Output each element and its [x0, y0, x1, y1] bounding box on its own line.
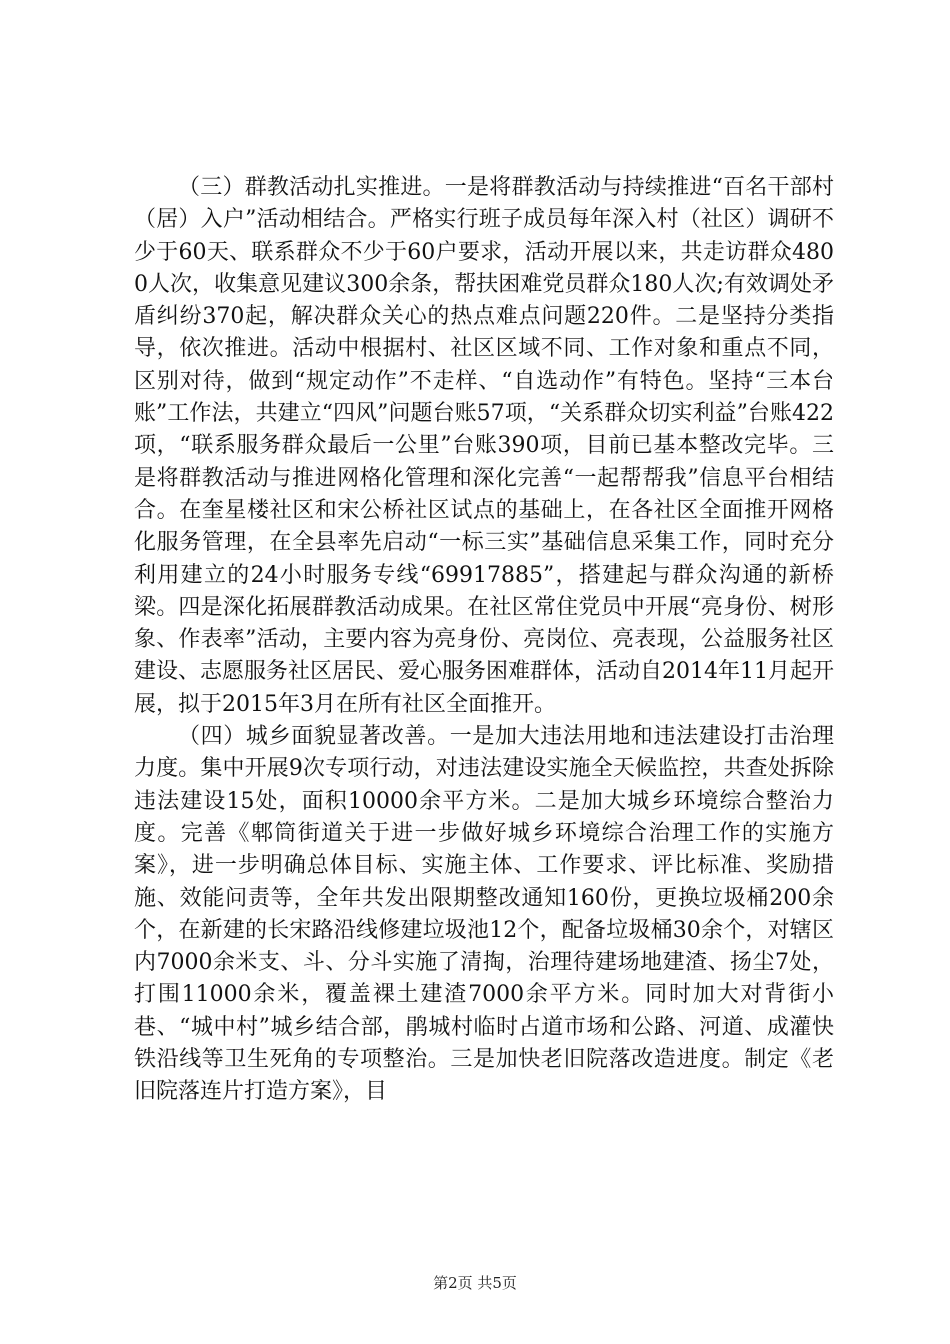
document-body: [134, 172, 834, 1109]
page-footer: 第2页 共5页: [433, 1274, 517, 1292]
paragraph-section-3: （三）群教活动扎实推进。一是将群教活动与持续推进“百名干部村（居）入户”活动相结合。严格实行班子成员每年深入村（社区）调研不少于60天、联系群众不少于60户要求，活动开展以来，共走访群众4800人次，收集意见建议300余条，帮扶困难党员群众180人次;有效调处矛盾纠纷370起，解决群众关心的热点难点问题220件。二是坚持分类指导，依次推进。活动中根据村、社区区域不同、工作对象和重点不同，区别对待，做到“规定动作”不走样、“自选动作”有特色。坚持“三本台账”工作法，共建立“四风”问题台账57项，“关系群众切实利益”台账422项，“联系服务群众最后一公里”台账390项，目前已基本整改完毕。三是将群教活动与推进网格化管理和深化完善“一起帮帮我”信息平台相结合。在奎星楼社区和宋公桥社区试点的基础上，在各社区全面推开网格化服务管理，在全县率先启动“一标三实”基础信息采集工作，同时充分利用建立的24小时服务专线“69917885”，搭建起与群众沟通的新桥梁。四是深化拓展群教活动成果。在社区常住党员中开展“亮身份、树形象、作表率”活动，主要内容为亮身份、亮岗位、亮表现，公益服务社区建设、志愿服务社区居民、爱心服务困难群体，活动自2014年11月起开展，拟于2015年3月在所有社区全面推开。: [134, 175, 834, 717]
paragraph-section-4: （四）城乡面貌显著改善。一是加大违法用地和违法建设打击治理力度。集中开展9次专项行动，对违法建设实施全天候监控，共查处拆除违法建设15处，面积10000余平方米。二是加大城乡环境综合整治力度。完善《郫筒街道关于进一步做好城乡环境综合治理工作的实施方案》，进一步明确总体目标、实施主体、工作要求、评比标准、奖励措施、效能问责等，全年共发出限期整改通知160份，更换垃圾桶200余个，在新建的长宋路沿线修建垃圾池12个，配备垃圾桶30余个，对辖区内7000余米支、斗、分斗实施了清掏，治理待建场地建渣、扬尘7处，打围11000余米，覆盖裸土建渣7000余平方米。同时加大对背街小巷、“城中村”城乡结合部，鹃城村临时占道市场和公路、河道、成灌快铁沿线等卫生死角的专项整治。三是加快老旧院落改造进度。制定《老旧院落连片打造方案》，目: [134, 724, 834, 1105]
